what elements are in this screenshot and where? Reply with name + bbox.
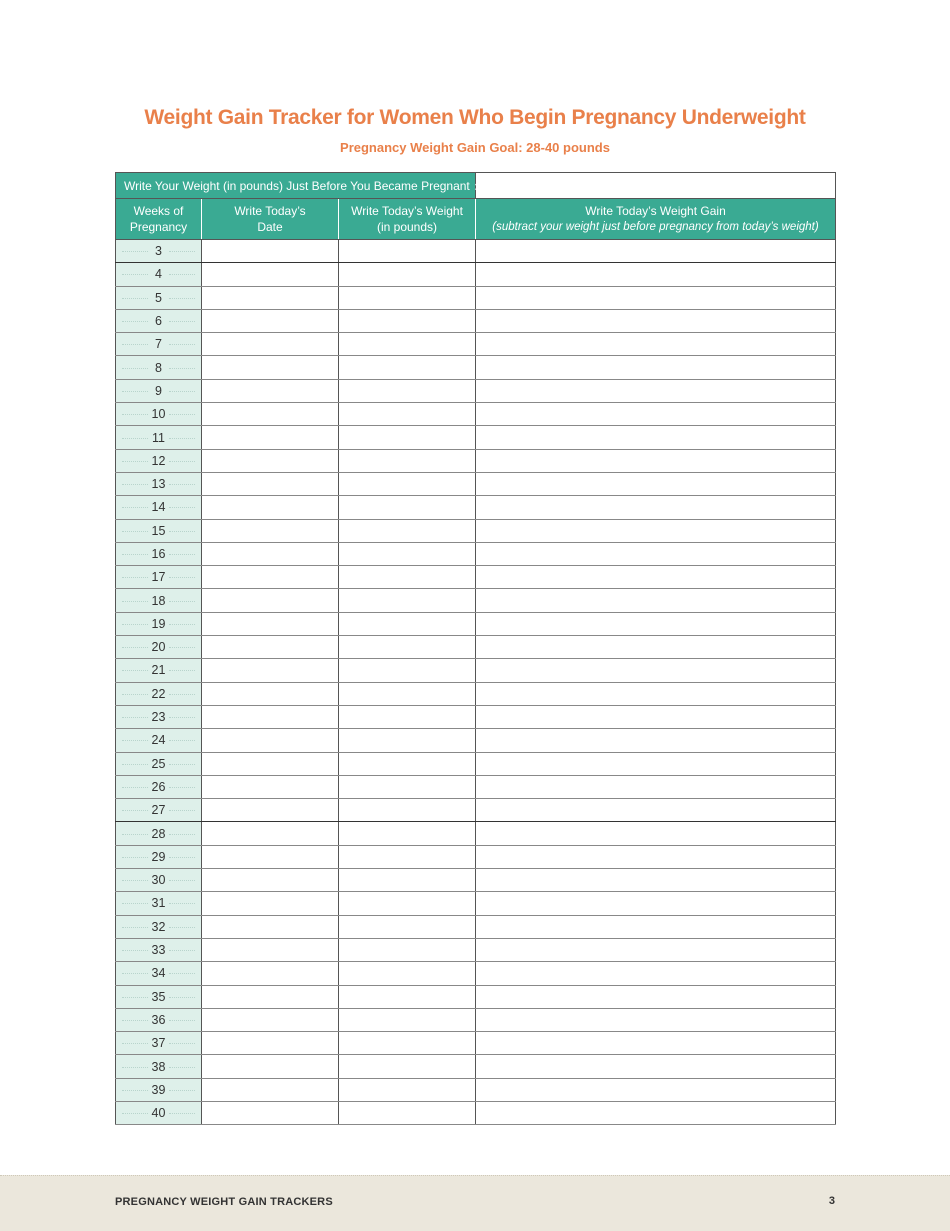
weight-entry-cell[interactable] xyxy=(339,240,476,263)
weight-entry-cell[interactable] xyxy=(339,915,476,938)
prior-weight-row xyxy=(116,173,836,199)
date-entry-cell[interactable] xyxy=(202,938,339,961)
date-entry-cell[interactable] xyxy=(202,263,339,286)
date-entry-cell[interactable] xyxy=(202,962,339,985)
table-row xyxy=(116,799,836,822)
header-weeks-line2: Pregnancy xyxy=(129,220,188,234)
weight-entry-cell[interactable] xyxy=(339,519,476,542)
date-entry-cell[interactable] xyxy=(202,426,339,449)
table-row xyxy=(116,892,836,915)
weight-entry-cell[interactable] xyxy=(339,426,476,449)
table-row xyxy=(116,752,836,775)
week-number: 26 xyxy=(116,775,202,798)
gain-entry-cell[interactable] xyxy=(476,309,836,332)
week-number: 30 xyxy=(116,869,202,892)
date-entry-cell[interactable] xyxy=(202,915,339,938)
weight-entry-cell[interactable] xyxy=(339,286,476,309)
table-row xyxy=(116,356,836,379)
week-number: 27 xyxy=(116,799,202,822)
prior-weight-label-text: Write Your Weight (in pounds) Just Before You Became Pregnant xyxy=(124,178,470,193)
gain-entry-cell[interactable] xyxy=(476,426,836,449)
gain-entry-cell[interactable] xyxy=(476,892,836,915)
table-row xyxy=(116,612,836,635)
weight-entry-cell[interactable] xyxy=(339,985,476,1008)
week-number: 3 xyxy=(116,240,202,263)
date-entry-cell[interactable] xyxy=(202,845,339,868)
gain-entry-cell[interactable] xyxy=(476,356,836,379)
weight-entry-cell[interactable] xyxy=(339,682,476,705)
weight-entry-cell[interactable] xyxy=(339,403,476,426)
date-entry-cell[interactable] xyxy=(202,449,339,472)
weight-entry-cell[interactable] xyxy=(339,822,476,845)
table-row xyxy=(116,472,836,495)
gain-entry-cell[interactable] xyxy=(476,612,836,635)
weight-entry-cell[interactable] xyxy=(339,636,476,659)
gain-entry-cell[interactable] xyxy=(476,286,836,309)
gain-entry-cell[interactable] xyxy=(476,659,836,682)
date-entry-cell[interactable] xyxy=(202,705,339,728)
weight-entry-cell[interactable] xyxy=(339,333,476,356)
week-number: 35 xyxy=(116,985,202,1008)
week-number: 28 xyxy=(116,822,202,845)
table-row xyxy=(116,636,836,659)
table-row xyxy=(116,729,836,752)
date-entry-cell[interactable] xyxy=(202,1055,339,1078)
table-row xyxy=(116,496,836,519)
weight-entry-cell[interactable] xyxy=(339,612,476,635)
table-row xyxy=(116,682,836,705)
gain-entry-cell[interactable] xyxy=(476,379,836,402)
gain-entry-cell[interactable] xyxy=(476,938,836,961)
prior-weight-label xyxy=(116,173,483,199)
date-entry-cell[interactable] xyxy=(202,333,339,356)
date-entry-cell[interactable] xyxy=(202,659,339,682)
weight-entry-cell[interactable] xyxy=(339,1101,476,1124)
weight-entry-cell[interactable] xyxy=(339,1078,476,1101)
date-entry-cell[interactable] xyxy=(202,472,339,495)
page-title: Weight Gain Tracker for Women Who Begin Pregnancy Underweight xyxy=(144,106,806,129)
table-row xyxy=(116,962,836,985)
table-row xyxy=(116,915,836,938)
page-number: 3 xyxy=(828,1195,835,1207)
weight-entry-cell[interactable] xyxy=(339,845,476,868)
weight-entry-cell[interactable] xyxy=(339,799,476,822)
table-row xyxy=(116,379,836,402)
header-weight xyxy=(339,199,476,240)
arrow-right-icon: ➤ xyxy=(473,181,483,193)
table-row xyxy=(116,705,836,728)
date-entry-cell[interactable] xyxy=(202,869,339,892)
gain-entry-cell[interactable] xyxy=(476,589,836,612)
table-row xyxy=(116,659,836,682)
gain-entry-cell[interactable] xyxy=(476,240,836,263)
table-row xyxy=(116,938,836,961)
header-gain-line1: Write Today’s Weight Gain xyxy=(585,204,726,218)
date-entry-cell[interactable] xyxy=(202,1032,339,1055)
week-number: 9 xyxy=(116,379,202,402)
gain-entry-cell[interactable] xyxy=(476,845,836,868)
week-number: 10 xyxy=(116,403,202,426)
date-entry-cell[interactable] xyxy=(202,1078,339,1101)
date-entry-cell[interactable] xyxy=(202,240,339,263)
weight-entry-cell[interactable] xyxy=(339,1008,476,1031)
weight-entry-cell[interactable] xyxy=(339,356,476,379)
table-row xyxy=(116,309,836,332)
week-number: 37 xyxy=(116,1032,202,1055)
weight-entry-cell[interactable] xyxy=(339,775,476,798)
table-row xyxy=(116,822,836,845)
gain-entry-cell[interactable] xyxy=(476,962,836,985)
weight-entry-cell[interactable] xyxy=(339,869,476,892)
gain-entry-cell[interactable] xyxy=(476,799,836,822)
week-rows xyxy=(116,240,836,1125)
date-entry-cell[interactable] xyxy=(202,612,339,635)
week-number: 38 xyxy=(116,1055,202,1078)
week-number: 22 xyxy=(116,682,202,705)
weight-entry-cell[interactable] xyxy=(339,496,476,519)
gain-entry-cell[interactable] xyxy=(476,869,836,892)
header-gain-line2: (subtract your weight just before pregnancy from today’s weight) xyxy=(492,221,819,233)
gain-entry-cell[interactable] xyxy=(476,915,836,938)
table-row xyxy=(116,286,836,309)
weight-entry-cell[interactable] xyxy=(339,566,476,589)
gain-entry-cell[interactable] xyxy=(476,333,836,356)
weight-entry-cell[interactable] xyxy=(339,705,476,728)
weight-entry-cell[interactable] xyxy=(339,263,476,286)
table-row xyxy=(116,403,836,426)
table-row xyxy=(116,1008,836,1031)
week-number: 20 xyxy=(116,636,202,659)
date-entry-cell[interactable] xyxy=(202,519,339,542)
weight-entry-cell[interactable] xyxy=(339,938,476,961)
date-entry-cell[interactable] xyxy=(202,286,339,309)
date-entry-cell[interactable] xyxy=(202,822,339,845)
week-number: 23 xyxy=(116,705,202,728)
weight-entry-cell[interactable] xyxy=(339,1055,476,1078)
gain-entry-cell[interactable] xyxy=(476,1078,836,1101)
gain-entry-cell[interactable] xyxy=(476,985,836,1008)
gain-entry-cell[interactable] xyxy=(476,542,836,565)
table-row xyxy=(116,869,836,892)
gain-entry-cell[interactable] xyxy=(476,822,836,845)
gain-entry-cell[interactable] xyxy=(476,1101,836,1124)
gain-entry-cell[interactable] xyxy=(476,775,836,798)
weight-entry-cell[interactable] xyxy=(339,589,476,612)
date-entry-cell[interactable] xyxy=(202,309,339,332)
week-number: 19 xyxy=(116,612,202,635)
table-row xyxy=(116,1101,836,1124)
page-footer xyxy=(0,1175,950,1231)
date-entry-cell[interactable] xyxy=(202,682,339,705)
week-number: 32 xyxy=(116,915,202,938)
gain-entry-cell[interactable] xyxy=(476,1055,836,1078)
table-row xyxy=(116,775,836,798)
table-row xyxy=(116,985,836,1008)
week-number: 21 xyxy=(116,659,202,682)
week-number: 16 xyxy=(116,542,202,565)
table-row xyxy=(116,263,836,286)
weight-entry-cell[interactable] xyxy=(339,309,476,332)
weight-entry-cell[interactable] xyxy=(339,542,476,565)
weight-entry-cell[interactable] xyxy=(339,1032,476,1055)
week-number: 5 xyxy=(116,286,202,309)
header-date xyxy=(202,199,339,240)
date-entry-cell[interactable] xyxy=(202,379,339,402)
date-entry-cell[interactable] xyxy=(202,403,339,426)
gain-entry-cell[interactable] xyxy=(476,566,836,589)
week-number: 34 xyxy=(116,962,202,985)
weight-tracker-table xyxy=(115,172,836,1125)
gain-entry-cell[interactable] xyxy=(476,472,836,495)
table-row xyxy=(116,449,836,472)
gain-entry-cell[interactable] xyxy=(476,1008,836,1031)
prior-weight-input[interactable] xyxy=(473,173,836,199)
week-number: 13 xyxy=(116,472,202,495)
gain-entry-cell[interactable] xyxy=(476,496,836,519)
table-row xyxy=(116,1055,836,1078)
date-entry-cell[interactable] xyxy=(202,589,339,612)
week-number: 39 xyxy=(116,1078,202,1101)
gain-entry-cell[interactable] xyxy=(476,403,836,426)
header-gain xyxy=(476,199,836,240)
gain-entry-cell[interactable] xyxy=(476,682,836,705)
header-weight-line2: (in pounds) xyxy=(376,220,438,234)
table-row xyxy=(116,519,836,542)
gain-entry-cell[interactable] xyxy=(476,449,836,472)
week-number: 31 xyxy=(116,892,202,915)
week-number: 14 xyxy=(116,496,202,519)
date-entry-cell[interactable] xyxy=(202,566,339,589)
table-row xyxy=(116,1078,836,1101)
date-entry-cell[interactable] xyxy=(202,892,339,915)
week-number: 36 xyxy=(116,1008,202,1031)
weight-entry-cell[interactable] xyxy=(339,729,476,752)
gain-entry-cell[interactable] xyxy=(476,729,836,752)
week-number: 15 xyxy=(116,519,202,542)
weight-entry-cell[interactable] xyxy=(339,449,476,472)
table-row xyxy=(116,240,836,263)
column-header-row xyxy=(116,199,836,240)
table-row xyxy=(116,1032,836,1055)
date-entry-cell[interactable] xyxy=(202,775,339,798)
header-date-line1: Write Today’s xyxy=(234,204,306,218)
week-number: 4 xyxy=(116,263,202,286)
date-entry-cell[interactable] xyxy=(202,356,339,379)
table-row xyxy=(116,845,836,868)
week-number: 18 xyxy=(116,589,202,612)
weight-entry-cell[interactable] xyxy=(339,962,476,985)
week-number: 7 xyxy=(116,333,202,356)
date-entry-cell[interactable] xyxy=(202,496,339,519)
gain-entry-cell[interactable] xyxy=(476,263,836,286)
date-entry-cell[interactable] xyxy=(202,1008,339,1031)
weight-entry-cell[interactable] xyxy=(339,379,476,402)
week-number: 17 xyxy=(116,566,202,589)
date-entry-cell[interactable] xyxy=(202,985,339,1008)
gain-entry-cell[interactable] xyxy=(476,752,836,775)
weight-entry-cell[interactable] xyxy=(339,892,476,915)
header-date-line2: Date xyxy=(257,220,283,234)
table-row xyxy=(116,333,836,356)
gain-entry-cell[interactable] xyxy=(476,519,836,542)
weight-entry-cell[interactable] xyxy=(339,472,476,495)
header-weeks xyxy=(116,199,202,240)
footer-title: PREGNANCY WEIGHT GAIN TRACKERS xyxy=(115,1196,333,1208)
week-number: 29 xyxy=(116,845,202,868)
week-number: 33 xyxy=(116,938,202,961)
date-entry-cell[interactable] xyxy=(202,799,339,822)
header-weeks-line1: Weeks of xyxy=(133,204,184,218)
date-entry-cell[interactable] xyxy=(202,542,339,565)
week-number: 40 xyxy=(116,1101,202,1124)
table-row xyxy=(116,566,836,589)
week-number: 8 xyxy=(116,356,202,379)
weight-entry-cell[interactable] xyxy=(339,659,476,682)
gain-entry-cell[interactable] xyxy=(476,705,836,728)
weight-entry-cell[interactable] xyxy=(339,752,476,775)
week-number: 6 xyxy=(116,309,202,332)
date-entry-cell[interactable] xyxy=(202,1101,339,1124)
week-number: 11 xyxy=(116,426,202,449)
date-entry-cell[interactable] xyxy=(202,729,339,752)
week-number: 24 xyxy=(116,729,202,752)
date-entry-cell[interactable] xyxy=(202,752,339,775)
page-subtitle: Pregnancy Weight Gain Goal: 28-40 pounds xyxy=(340,140,610,155)
week-number: 12 xyxy=(116,449,202,472)
date-entry-cell[interactable] xyxy=(202,636,339,659)
table-row xyxy=(116,589,836,612)
header-weight-line1: Write Today’s Weight xyxy=(351,204,463,218)
week-number: 25 xyxy=(116,752,202,775)
table-row xyxy=(116,426,836,449)
gain-entry-cell[interactable] xyxy=(476,1032,836,1055)
table-row xyxy=(116,542,836,565)
gain-entry-cell[interactable] xyxy=(476,636,836,659)
